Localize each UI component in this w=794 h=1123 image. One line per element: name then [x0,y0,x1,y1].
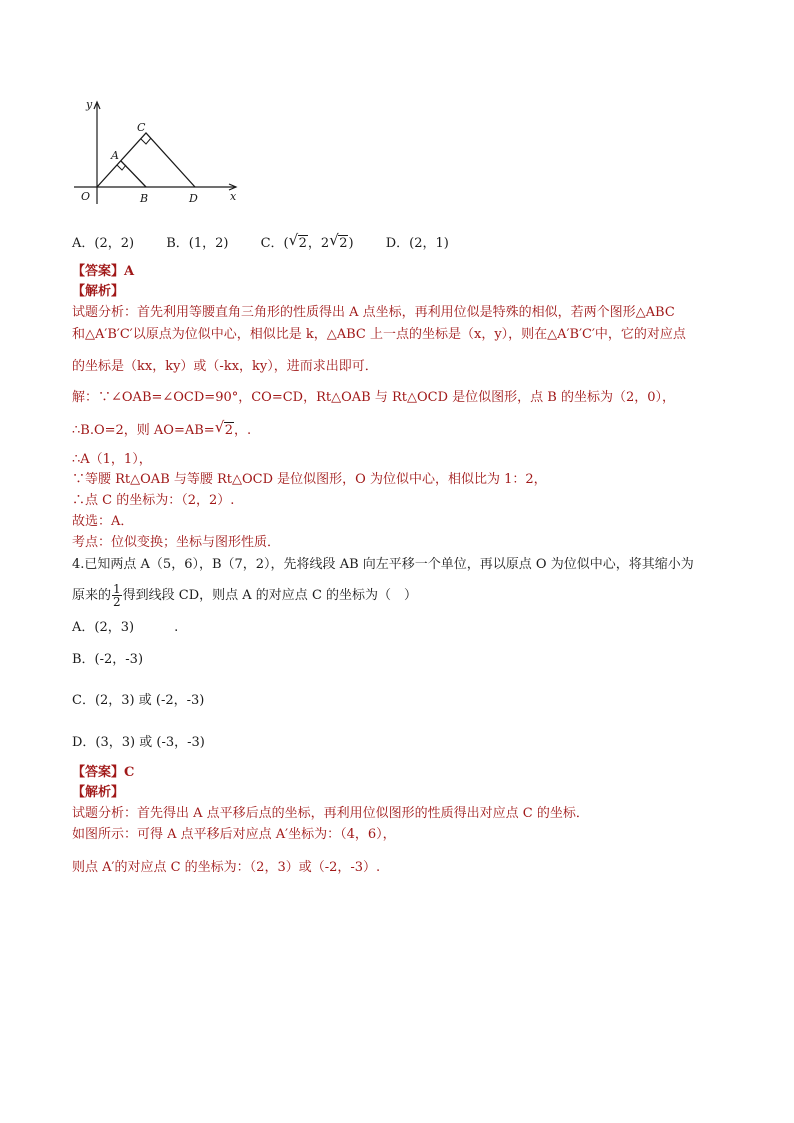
q4-stem-line-2: 原来的 $\frac{1}{2}$ 得到线段 CD，则点 A 的对应点 C 的坐标为（ ） [72,582,418,609]
q3-solution-line-4: ∵等腰 Rt△OAB 与等腰 Rt△OCD 是位似图形，O 为位似中心，相似比为 1：2， [72,472,547,487]
q4-option-c: C．(2，3) 或 (-2，-3) [72,693,205,708]
q3-topic: 考点：位似变换；坐标与图形性质． [72,535,281,550]
label-o: O [81,190,91,203]
q3-answer: 【答案】A [72,264,135,279]
label-d: D [189,192,198,205]
q4-analysis-line-1: 试题分析：首先得出 A 点平移后点的坐标，再利用位似图形的性质得出对应点 C 的坐标． [72,806,589,821]
segment-ab [121,161,146,187]
q3-option-a: A．(2，2) [72,236,135,251]
label-c: C [137,121,146,134]
q3-options [72,236,449,252]
q3-option-d: D．(2，1) [385,236,449,251]
q3-analysis-line-3: 的坐标是（kx，ky）或（-kx，ky），进而求出即可． [72,359,378,374]
q4-analysis-heading: 【解析】 [72,785,125,800]
q4-option-a: A．(2，3) . [72,620,179,635]
label-x: x [230,190,237,203]
right-angle-c [141,138,151,144]
q3-solution-line-5: ∴点 C 的坐标为：（2，2）. [72,493,235,508]
fraction-one-half: $\frac{1}{2}$ [113,582,121,609]
q3-solution-line-2: ∴B.O=2，则 AO=AB=√ 2，. [72,423,251,439]
label-b: B [140,192,149,205]
q4-answer: 【答案】C [72,765,135,780]
q3-analysis-line-1: 试题分析：首先利用等腰直角三角形的性质得出 A 点坐标，再利用位似是特殊的相似，若两个图形△ABC [72,305,675,320]
figure-svg [70,96,245,208]
q4-analysis-line-3: 则点 A′的对应点 C 的坐标为：（2，3）或（-2，-3）. [72,860,381,875]
label-y: y [86,98,93,111]
coordinate-figure [70,96,245,208]
q4-analysis-line-2: 如图所示：可得 A 点平移后对应点 A′坐标为：（4，6）， [72,827,396,842]
q3-solution-line-3: ∴A（1，1）， [72,452,152,467]
q4-option-d: D．(3，3) 或 (-3，-3) [72,735,205,750]
q4-stem-line-1: 4.已知两点 A（5，6），B（7，2），先将线段 AB 向左平移一个单位，再以原点 O 为位似中心，将其缩小为 [72,557,694,572]
q3-option-b: B．(1，2) [166,236,229,251]
right-angle-a [117,165,126,170]
q3-solution-line-1: 解：∵∠OAB=∠OCD=90°，CO=CD，Rt△OAB 与 Rt△OCD 是位似图形，点 B 的坐标为（2，0）， [72,390,676,405]
q3-solution-line-6: 故选：A． [72,514,134,529]
label-a: A [111,149,119,162]
q3-analysis-line-2: 和△A′B′C′以原点为位似中心，相似比是 k，△ABC 上一点的坐标是（x，y），则在△A′B′C′中，它的对应点 [72,327,686,342]
q3-analysis-heading: 【解析】 [72,284,125,299]
q4-option-b: B．(-2，-3) [72,652,144,667]
q3-option-c: C．(√ 2，2√ 2) [261,236,354,251]
